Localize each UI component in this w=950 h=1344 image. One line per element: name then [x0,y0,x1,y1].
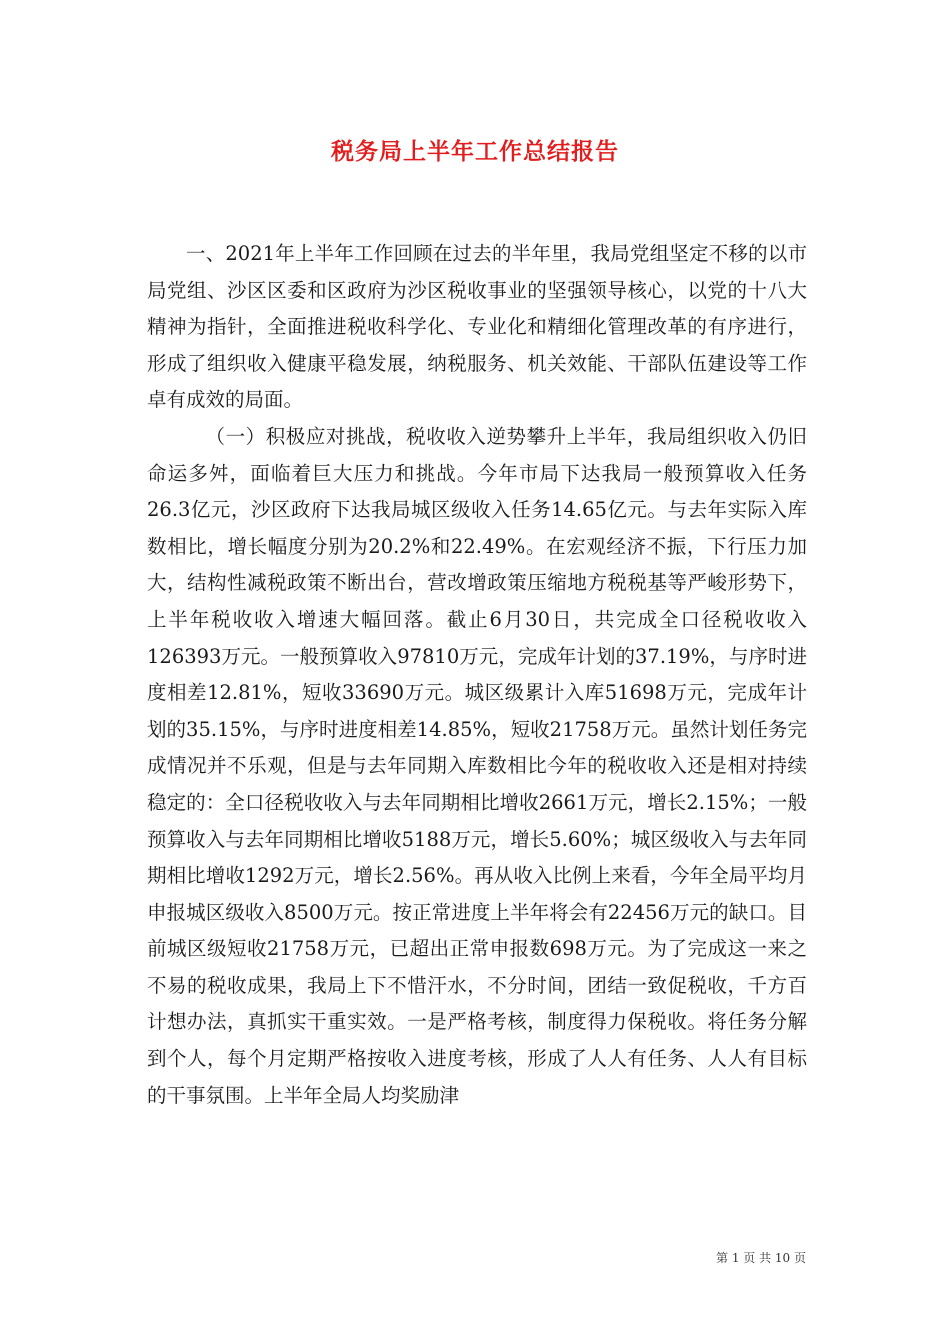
document-title: 税务局上半年工作总结报告 [331,138,619,165]
paragraph-review: 一、2021年上半年工作回顾在过去的半年里，我局党组坚定不移的以市局党组、沙区区委和区政府为沙区税收事业的坚强领导核心，以党的十八大精神为指针，全面推进税收科学化、专业化和精细化管理改革的有序进行，形成了组织收入健康平稳发展，纳税服务、机关效能、干部队伍建设等工作卓有成效的局面。 [147,242,807,412]
paragraph-revenue: （一）积极应对挑战，税收收入逆势攀升上半年，我局组织收入仍旧命运多舛，面临着巨大压力和挑战。今年市局下达我局一般预算收入任务26.3亿元，沙区政府下达我局城区级收入任务14.65亿元。与去年实际入库数相比，增长幅度分别为20.2%和22.49%。在宏观经济不振，下行压力加大，结构性减税政策不断出台，营改增政策压缩地方税税基等严峻形势下，上半年税收收入增速大幅回落。截止6月30日，共完成全口径税收收入126393万元。一般预算收入97810万元，完成年计划的37.19%，与序时进度相差12.81%，短收33690万元。城区级累计入库51698万元，完成年计划的35.15%，与序时进度相差14.85%，短收21758万元。虽然计划任务完成情况并不乐观，但是与去年同期入库数相比今年的税收收入还是相对持续稳定的：全口径税收收入与去年同期相比增收2661万元，增长2.15%；一般预算收入与去年同期相比增收5188万元，增长5.60%；城区级收入与去年同期相比增收1292万元，增长2.56%。再从收入比例上来看，今年全局平均月申报城区级收入8500万元。按正常进度上半年将会有22456万元的缺口。目前城区级短收21758万元，已超出正常申报数698万元。为了完成这一来之不易的税收成果，我局上下不惜汗水，不分时间，团结一致促税收，千方百计想办法，真抓实干重实效。一是严格考核，制度得力保税收。将任务分解到个人，每个月定期严格按收入进度考核，形成了人人有任务、人人有目标的干事氛围。上半年全局人均奖励津 [147,424,807,1107]
page-number: 第 1 页 共 10 页 [716,1251,806,1265]
document-body [147,236,807,1114]
